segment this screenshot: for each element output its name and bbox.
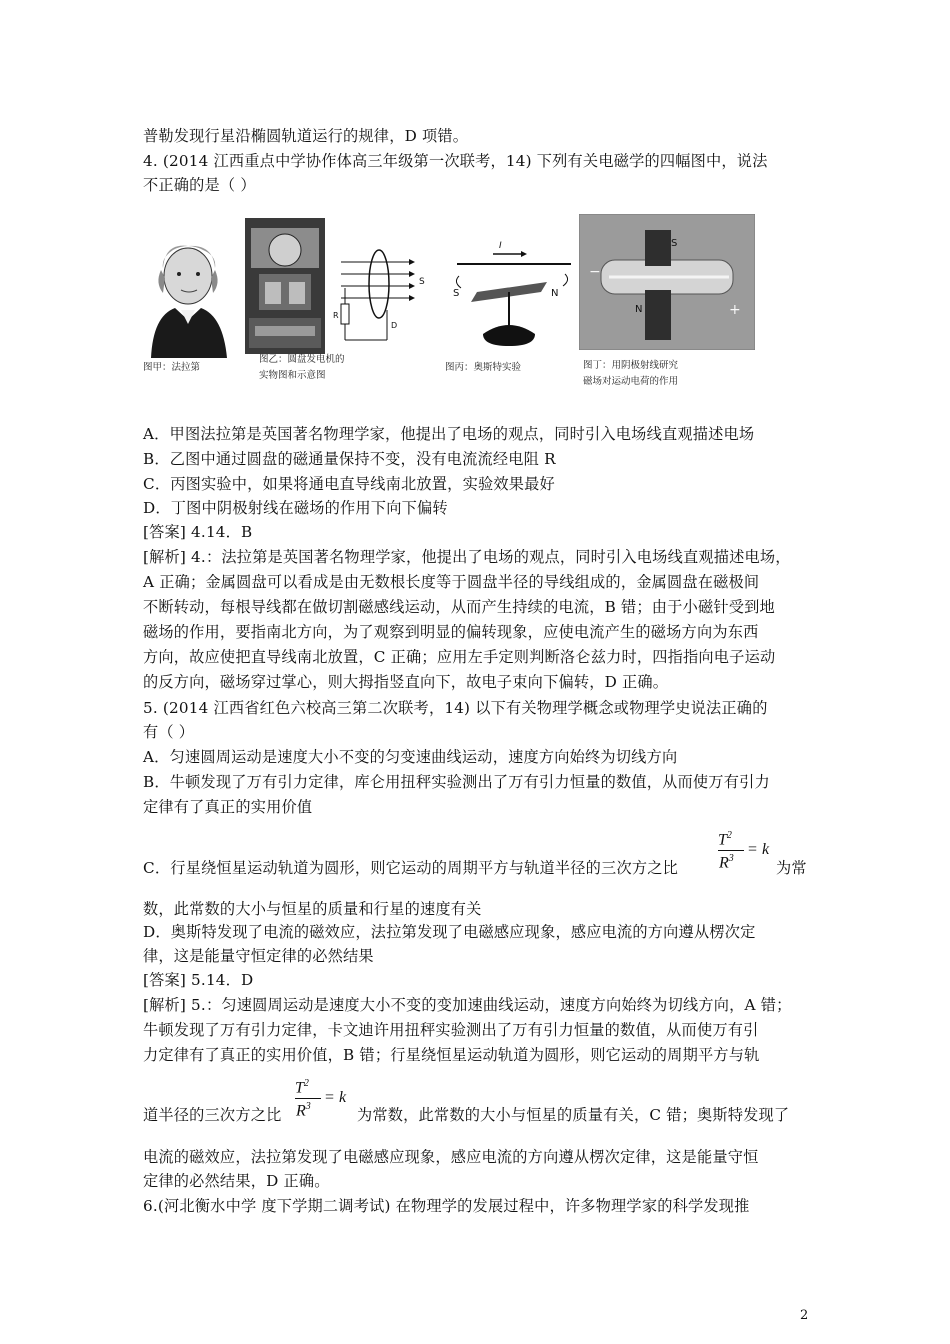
figure-jia-caption: 图甲：法拉第 [143,362,201,373]
question-6-stem: 6.(河北衡水中学 度下学期二调考试) 在物理学的发展过程中，许多物理学家的科学发现推 [143,1197,750,1215]
resistor-label: R [333,311,339,320]
current-label: I [499,241,502,251]
option-d: D．丁图中阴极射线在磁场的作用下向下偏转 [143,499,448,517]
analysis-4: 的反方向，磁场穿过掌心，则大拇指竖直向下，故电子束向下偏转，D 正确。 [143,673,669,691]
option-c: C．丙图实验中，如果将通电直导线南北放置，实验效果最好 [143,475,555,493]
anode-plus-label: + [729,302,741,318]
question-4-figures [143,212,763,402]
analysis-5: 道半径的三次方之比 [143,1106,282,1124]
analysis-5: 为常数，此常数的大小与恒星的质量有关，C 错；奥斯特发现了 [357,1106,790,1124]
kepler-formula: $T^2$ $R^3$ = k [718,830,770,872]
figure-ding-caption: 磁场对运动电荷的作用 [583,376,679,387]
kepler-formula: $T^2$ $R^3$ = k [295,1078,347,1120]
option-d: D．奥斯特发现了电流的磁效应，法拉第发现了电磁感应现象，感应电流的方向遵从楞次定 [143,923,756,941]
analysis-4: 方向，故应使把直导线南北放置，C 正确；应用左手定则判断洛仑兹力时，四指指向电子运动 [143,648,776,666]
pole-label-n: N [635,304,643,315]
option-a: A．匀速圆周运动是速度大小不变的匀变速曲线运动，速度方向始终为切线方向 [143,748,678,766]
cathode-minus-label: − [589,264,601,280]
pole-label-s: S [419,277,425,287]
answer-5: [答案] 5.14．D [143,971,254,989]
option-a: A．甲图法拉第是英国著名物理学家，他提出了电场的观点，同时引入电场线直观描述电场 [143,425,755,443]
analysis-5: 电流的磁效应，法拉第发现了电磁感应现象，感应电流的方向遵从楞次定律，这是能量守恒 [143,1148,759,1166]
cathode-ray-tube-photo [579,214,755,350]
option-b: B．乙图中通过圆盘的磁通量保持不变，没有电流流经电阻 R [143,450,556,468]
analysis-4: 磁场的作用，要指南北方向，为了观察到明显的偏转现象，应使电流产生的磁场方向为东西 [143,623,759,641]
disk-generator-photo [245,218,325,354]
figure-yi-caption: 图乙：圆盘发电机的 [259,354,345,365]
figure-yi-caption: 实物图和示意图 [259,370,326,381]
analysis-4: [解析] 4.：法拉第是英国著名物理学家，他提出了电场的观点，同时引入电场线直观描述电场， [143,548,791,566]
question-4-stem: 不正确的是（ ） [143,176,256,194]
figure-bing-caption: 图丙：奥斯特实验 [445,362,522,373]
option-b: 定律有了真正的实用价值 [143,798,313,816]
analysis-5: 定律的必然结果，D 正确。 [143,1172,330,1190]
answer-4: [答案] 4.14．B [143,523,253,541]
question-4-stem: 4. (2014 江西重点中学协作体高三年级第一次联考，14) 下列有关电磁学的四幅图中，说法 [143,152,768,170]
pole-label-s: S [671,238,678,249]
pole-label-s: S [453,288,460,299]
analysis-4: A 正确；金属圆盘可以看成是由无数根长度等于圆盘半径的导线组成的，金属圆盘在磁极间 [143,573,760,591]
faraday-portrait-image [143,238,233,358]
oersted-experiment-diagram [447,234,575,354]
pole-label-n: N [551,288,559,299]
option-c: C．行星绕恒星运动轨道为圆形，则它运动的周期平方与轨道半径的三次方之比 [143,859,678,877]
figure-ding-caption: 图丁：用阴极射线研究 [583,360,679,371]
disk-generator-schematic [331,248,429,344]
option-d: 律，这是能量守恒定律的必然结果 [143,947,374,965]
option-c: 数，此常数的大小与恒星的质量和行星的速度有关 [143,900,482,918]
question-5-stem: 5. (2014 江西省红色六校高三第二次联考，14) 以下有关物理学概念或物理学史说法正确的 [143,699,768,717]
point-label-d: D [391,321,398,330]
analysis-5: 力定律有了真正的实用价值，B 错；行星绕恒星运动轨道为圆形，则它运动的周期平方与轨 [143,1046,760,1064]
analysis-5: 牛顿发现了万有引力定律，卡文迪许用扭秤实验测出了万有引力恒量的数值，从而使万有引 [143,1021,759,1039]
option-b: B．牛顿发现了万有引力定律，库仑用扭秤实验测出了万有引力恒量的数值，从而使万有引力 [143,773,770,791]
option-c: 为常 [776,859,807,877]
analysis-4: 不断转动，每根导线都在做切割磁感线运动，从而产生持续的电流，B 错；由于小磁针受到地 [143,598,775,616]
analysis-5: [解析] 5.：匀速圆周运动是速度大小不变的变加速曲线运动，速度方向始终为切线方向，A 错； [143,996,792,1014]
page-number: 2 [800,1308,809,1323]
question-5-stem: 有（ ） [143,723,195,741]
text-line: 普勒发现行星沿椭圆轨道运行的规律，D 项错。 [143,127,469,145]
